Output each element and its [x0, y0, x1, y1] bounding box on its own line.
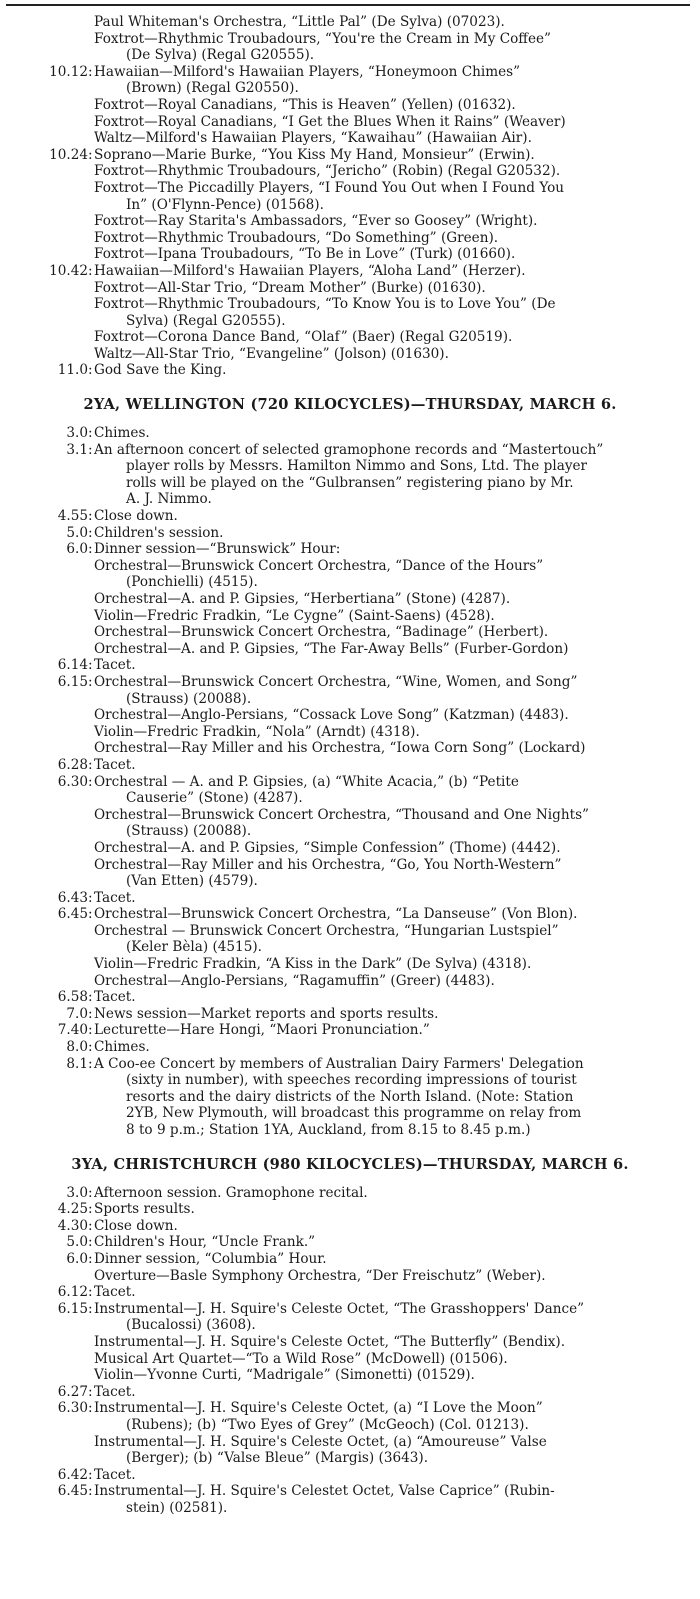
entry-text: Instrumental—J. H. Squire's Celeste Octet, (a) “Amoureuse” Valse [94, 1433, 547, 1450]
time-separator: : [88, 1217, 93, 1234]
entry-text: Tacet. [94, 989, 136, 1006]
entry-continuation: (Keler Bèla) (4515). [126, 939, 262, 956]
programme-entry [0, 641, 700, 658]
time-separator: : [88, 524, 93, 541]
entry-time: 3.0 [66, 1184, 88, 1201]
time-separator: : [88, 362, 93, 379]
programme-entry [0, 989, 700, 1006]
entry-time: 6.14 [57, 657, 88, 674]
entry-time: 6.15 [57, 1300, 88, 1317]
entry-text: Instrumental—J. H. Squire's Celeste Octet, “The Butterfly” (Bendix). [94, 1333, 566, 1350]
time-separator: : [88, 425, 93, 442]
programme-entry [0, 541, 700, 558]
entry-text: Orchestral—A. and P. Gipsies, “The Far-Away Bells” (Furber-Gordon) [94, 640, 569, 657]
time-separator: : [88, 657, 93, 674]
programme-entry [0, 230, 700, 247]
entry-time: 3.1 [66, 441, 88, 458]
entry-text: Instrumental—J. H. Squire's Celeste Octet, (a) “I Love the Moon” [94, 1400, 543, 1417]
entry-continuation: (sixty in number), with speeches recording impressions of tourist [126, 1072, 577, 1089]
entry-time: 7.40 [57, 1022, 88, 1039]
programme-entry [0, 97, 700, 114]
programme-entry [0, 1483, 700, 1516]
programme-entry [0, 1251, 700, 1268]
time-separator: : [88, 262, 93, 279]
time-separator: : [88, 1383, 93, 1400]
programme-entry [0, 425, 700, 442]
entry-text: Dinner session—“Brunswick” Hour: [94, 541, 341, 558]
entry-continuation: Causerie” (Stone) (4287). [126, 790, 303, 807]
entry-text: Tacet. [94, 657, 136, 674]
entry-continuation: (Strauss) (20088). [126, 823, 252, 840]
entry-text: Close down. [94, 508, 178, 525]
entry-time: 6.27 [57, 1383, 88, 1400]
time-separator: : [88, 673, 93, 690]
programme-entry [0, 147, 700, 164]
entry-continuation: (Strauss) (20088). [126, 690, 252, 707]
programme-entry [0, 280, 700, 297]
programme-entry [0, 14, 700, 31]
time-separator: : [88, 1250, 93, 1267]
programme-entry [0, 624, 700, 641]
entry-text: Foxtrot—The Piccadilly Players, “I Found You Out when I Found You [94, 179, 565, 196]
entry-text: Tacet. [94, 889, 136, 906]
entry-text: Orchestral—A. and P. Gipsies, “Herbertiana” (Stone) (4287). [94, 591, 511, 607]
entry-time: 6.12 [57, 1284, 88, 1301]
entry-continuation: (Van Etten) (4579). [126, 873, 258, 890]
entry-continuation: 2YB, New Plymouth, will broadcast this programme on relay from [126, 1105, 582, 1122]
programme-entry [0, 130, 700, 147]
entry-continuation: (Berger); (b) “Valse Bleue” (Margis) (3643). [126, 1450, 429, 1467]
programme-entry [0, 757, 700, 774]
programme-entry [0, 973, 700, 990]
entry-text: Foxtrot—Rhythmic Troubadours, “Do Something” (Green). [94, 229, 499, 246]
time-separator: : [88, 508, 93, 525]
entry-time: 3.0 [66, 425, 88, 442]
entry-time: 10.42 [49, 262, 88, 279]
entry-text: Orchestral—Brunswick Concert Orchestra, “Dance of the Hours” [94, 557, 544, 574]
time-separator: : [88, 1284, 93, 1301]
entry-text: A Coo-ee Concert by members of Australian Dairy Farmers' Delegation [94, 1055, 584, 1072]
entry-time: 6.30 [57, 1400, 88, 1417]
programme-entry [0, 1334, 700, 1351]
entry-time: 6.45 [57, 906, 88, 923]
time-separator: : [88, 1055, 93, 1072]
programme-entry [0, 1218, 700, 1235]
time-separator: : [88, 146, 93, 163]
entry-text: Orchestral—Brunswick Concert Orchestra, “Badinage” (Herbert). [94, 624, 549, 641]
entry-text: Dinner session, “Columbia” Hour. [94, 1250, 327, 1267]
programme-entry [0, 362, 700, 379]
entry-continuation: (De Sylva) (Regal G20555). [126, 47, 315, 64]
entry-continuation: (Rubens); (b) “Two Eyes of Grey” (McGeoch) (Col. 01213). [126, 1416, 529, 1433]
programme-entry [0, 346, 700, 363]
time-separator: : [88, 1400, 93, 1417]
entry-time: 5.0 [66, 1234, 88, 1251]
entry-text: Orchestral — Brunswick Concert Orchestra, “Hungarian Lustspiel” [94, 922, 559, 939]
entry-text: Close down. [94, 1217, 178, 1234]
programme-entry [0, 657, 700, 674]
entry-time: 6.0 [66, 1250, 88, 1267]
programme-entry [0, 707, 700, 724]
entry-text: Hawaiian—Milford's Hawaiian Players, “Honeymoon Chimes” [94, 63, 521, 80]
time-separator: : [88, 1300, 93, 1317]
time-separator: : [88, 756, 93, 773]
entry-text: Foxtrot—Ray Starita's Ambassadors, “Ever so Goosey” (Wright). [94, 213, 538, 230]
entry-text: Orchestral—Brunswick Concert Orchestra, “La Danseuse” (Von Blon). [94, 906, 578, 923]
entry-text: Tacet. [94, 1284, 136, 1301]
programme-entry [0, 263, 700, 280]
programme-entry [0, 807, 700, 840]
entry-text: Orchestral—Anglo-Persians, “Cossack Love Song” (Katzman) (4483). [94, 707, 569, 724]
programme-entry [0, 923, 700, 956]
entry-continuation: A. J. Nimmo. [126, 491, 212, 508]
time-separator: : [88, 1201, 93, 1218]
programme-entry [0, 591, 700, 608]
entry-text: Lecturette—Hare Hongi, “Maori Pronunciation.” [94, 1022, 430, 1039]
entry-time: 6.45 [57, 1483, 88, 1500]
programme-entry [0, 329, 700, 346]
entry-text: Foxtrot—Ipana Troubadours, “To Be in Love” (Turk) (01660). [94, 246, 516, 263]
entry-text: Waltz—Milford's Hawaiian Players, “Kawaihau” (Hawaiian Air). [94, 130, 532, 147]
entry-time: 8.1 [66, 1055, 88, 1072]
entry-text: Overture—Basle Symphony Orchestra, “Der Freischutz” (Weber). [94, 1267, 546, 1284]
entry-time: 6.28 [57, 756, 88, 773]
programme-section [0, 14, 700, 379]
programme-entry [0, 890, 700, 907]
entry-text: Orchestral—Anglo-Persians, “Ragamuffin” (Greer) (4483). [94, 972, 495, 989]
entry-continuation: (Ponchielli) (4515). [126, 574, 258, 591]
entry-continuation: rolls will be played on the “Gulbransen” registering piano by Mr. [126, 474, 574, 491]
station-heading: 2YA, WELLINGTON (720 KILOCYCLES)—THURSDAY, MARCH 6. [83, 396, 617, 414]
time-separator: : [88, 1039, 93, 1056]
top-rule [6, 4, 690, 6]
entry-time: 6.0 [66, 541, 88, 558]
entry-text: Hawaiian—Milford's Hawaiian Players, “Aloha Land” (Herzer). [94, 262, 526, 279]
entry-continuation: resorts and the dairy districts of the North Island. (Note: Station [126, 1088, 574, 1105]
entry-text: Instrumental—J. H. Squire's Celestet Octet, Valse Caprice” (Rubin- [94, 1483, 555, 1500]
programme-entry [0, 774, 700, 807]
programme-section [0, 396, 700, 1139]
programme-entry [0, 1467, 700, 1484]
radio-programme-page [0, 14, 700, 1516]
entry-text: Soprano—Marie Burke, “You Kiss My Hand, Monsieur” (Erwin). [94, 146, 535, 163]
programme-entry [0, 724, 700, 741]
programme-entry [0, 31, 700, 64]
programme-entry [0, 558, 700, 591]
programme-entry [0, 906, 700, 923]
entry-continuation: (Brown) (Regal G20550). [126, 80, 299, 97]
programme-entry [0, 64, 700, 97]
programme-entry [0, 442, 700, 508]
entry-continuation: stein) (02581). [126, 1499, 228, 1516]
programme-entry [0, 1006, 700, 1023]
entry-text: Orchestral—Brunswick Concert Orchestra, “Thousand and One Nights” [94, 806, 589, 823]
time-separator: : [88, 1234, 93, 1251]
entry-text: Musical Art Quartet—“To a Wild Rose” (McDowell) (01506). [94, 1350, 508, 1367]
programme-entry [0, 1056, 700, 1139]
time-separator: : [88, 773, 93, 790]
entry-continuation: 8 to 9 p.m.; Station 1YA, Auckland, from 8.15 to 8.45 p.m.) [126, 1122, 531, 1138]
entry-text: Foxtrot—Rhythmic Troubadours, “To Know You is to Love You” (De [94, 296, 556, 313]
entry-text: News session—Market reports and sports results. [94, 1005, 439, 1022]
programme-entry [0, 840, 700, 857]
programme-entry [0, 525, 700, 542]
time-separator: : [88, 1022, 93, 1039]
entry-time: 4.30 [57, 1217, 88, 1234]
entry-text: Tacet. [94, 1466, 136, 1483]
programme-entry [0, 213, 700, 230]
programme-entry [0, 180, 700, 213]
entry-text: Tacet. [94, 1383, 136, 1400]
entry-time: 6.30 [57, 773, 88, 790]
programme-entry [0, 508, 700, 525]
programme-entry [0, 857, 700, 890]
programme-entry [0, 1434, 700, 1467]
programme-entry [0, 1022, 700, 1039]
entry-text: Children's session. [94, 524, 224, 541]
station-heading: 3YA, CHRISTCHURCH (980 KILOCYCLES)—THURSDAY, MARCH 6. [71, 1155, 629, 1173]
entry-text: Instrumental—J. H. Squire's Celeste Octet, “The Grasshoppers' Dance” [94, 1300, 585, 1317]
programme-entry [0, 1039, 700, 1056]
programme-entry [0, 674, 700, 707]
programme-entry [0, 1367, 700, 1384]
entry-text: Chimes. [94, 425, 150, 442]
entry-text: Foxtrot—Rhythmic Troubadours, “Jericho” (Robin) (Regal G20532). [94, 163, 561, 180]
entry-text: Foxtrot—All-Star Trio, “Dream Mother” (Burke) (01630). [94, 279, 486, 296]
programme-entry [0, 1268, 700, 1285]
entry-time: 10.24 [49, 146, 88, 163]
entry-text: Orchestral — A. and P. Gipsies, (a) “White Acacia,” (b) “Petite [94, 773, 519, 790]
programme-entry [0, 1301, 700, 1334]
programme-entry [0, 740, 700, 757]
time-separator: : [88, 1005, 93, 1022]
time-separator: : [88, 63, 93, 80]
time-separator: : [88, 1184, 93, 1201]
entry-text: An afternoon concert of selected gramophone records and “Mastertouch” [94, 441, 604, 458]
entry-text: Chimes. [94, 1039, 150, 1056]
entry-text: Foxtrot—Corona Dance Band, “Olaf” (Baer) (Regal G20519). [94, 329, 513, 346]
programme-section [0, 1156, 700, 1517]
entry-text: Waltz—All-Star Trio, “Evangeline” (Jolson) (01630). [94, 345, 449, 362]
entry-continuation: player rolls by Messrs. Hamilton Nimmo and Sons, Ltd. The player [126, 458, 588, 475]
entry-time: 11.0 [57, 362, 88, 379]
time-separator: : [88, 889, 93, 906]
entry-time: 6.43 [57, 889, 88, 906]
programme-entry [0, 1351, 700, 1368]
entry-text: Orchestral—Ray Miller and his Orchestra, “Go, You North-Western” [94, 856, 562, 873]
entry-text: Violin—Yvonne Curti, “Madrigale” (Simonetti) (01529). [94, 1367, 475, 1384]
entry-time: 10.12 [49, 63, 88, 80]
programme-entry [0, 608, 700, 625]
entry-text: Paul Whiteman's Orchestra, “Little Pal” (De Sylva) (07023). [94, 14, 505, 30]
entry-text: Foxtrot—Royal Canadians, “This is Heaven” (Yellen) (01632). [94, 96, 516, 113]
entry-text: Children's Hour, “Uncle Frank.” [94, 1234, 316, 1251]
time-separator: : [88, 1483, 93, 1500]
programme-entry [0, 1201, 700, 1218]
programme-entry [0, 1400, 700, 1433]
entry-time: 6.58 [57, 989, 88, 1006]
programme-entry [0, 114, 700, 131]
entry-text: Orchestral—A. and P. Gipsies, “Simple Confession” (Thome) (4442). [94, 839, 561, 856]
entry-text: Afternoon session. Gramophone recital. [94, 1184, 368, 1201]
entry-text: God Save the King. [94, 362, 227, 379]
time-separator: : [88, 541, 93, 558]
entry-text: Orchestral—Ray Miller and his Orchestra, “Iowa Corn Song” (Lockard) [94, 740, 586, 757]
entry-time: 6.42 [57, 1466, 88, 1483]
time-separator: : [88, 906, 93, 923]
programme-entry [0, 956, 700, 973]
entry-text: Orchestral—Brunswick Concert Orchestra, “Wine, Women, and Song” [94, 673, 578, 690]
entry-text: Violin—Fredric Fradkin, “A Kiss in the Dark” (De Sylva) (4318). [94, 956, 532, 973]
programme-entry [0, 163, 700, 180]
programme-entry [0, 1384, 700, 1401]
entry-time: 5.0 [66, 524, 88, 541]
entry-text: Violin—Fredric Fradkin, “Le Cygne” (Saint-Saens) (4528). [94, 607, 495, 624]
programme-entry [0, 1284, 700, 1301]
programme-entry [0, 1185, 700, 1202]
entry-text: Tacet. [94, 756, 136, 773]
entry-text: Violin—Fredric Fradkin, “Nola” (Arndt) (4318). [94, 723, 420, 740]
programme-entry [0, 296, 700, 329]
time-separator: : [88, 989, 93, 1006]
entry-time: 7.0 [66, 1005, 88, 1022]
entry-time: 6.15 [57, 673, 88, 690]
entry-text: Foxtrot—Rhythmic Troubadours, “You're the Cream in My Coffee” [94, 30, 551, 47]
entry-time: 4.25 [57, 1201, 88, 1218]
entry-continuation: (Bucalossi) (3608). [126, 1317, 256, 1334]
entry-text: Foxtrot—Royal Canadians, “I Get the Blues When it Rains” (Weaver) [94, 113, 566, 130]
time-separator: : [88, 1466, 93, 1483]
programme-entry [0, 1234, 700, 1251]
entry-continuation: In” (O'Flynn-Pence) (01568). [126, 196, 324, 213]
entry-text: Sports results. [94, 1201, 195, 1218]
entry-time: 4.55 [57, 508, 88, 525]
entry-time: 8.0 [66, 1039, 88, 1056]
programme-entry [0, 246, 700, 263]
entry-continuation: Sylva) (Regal G20555). [126, 312, 286, 329]
time-separator: : [88, 441, 93, 458]
